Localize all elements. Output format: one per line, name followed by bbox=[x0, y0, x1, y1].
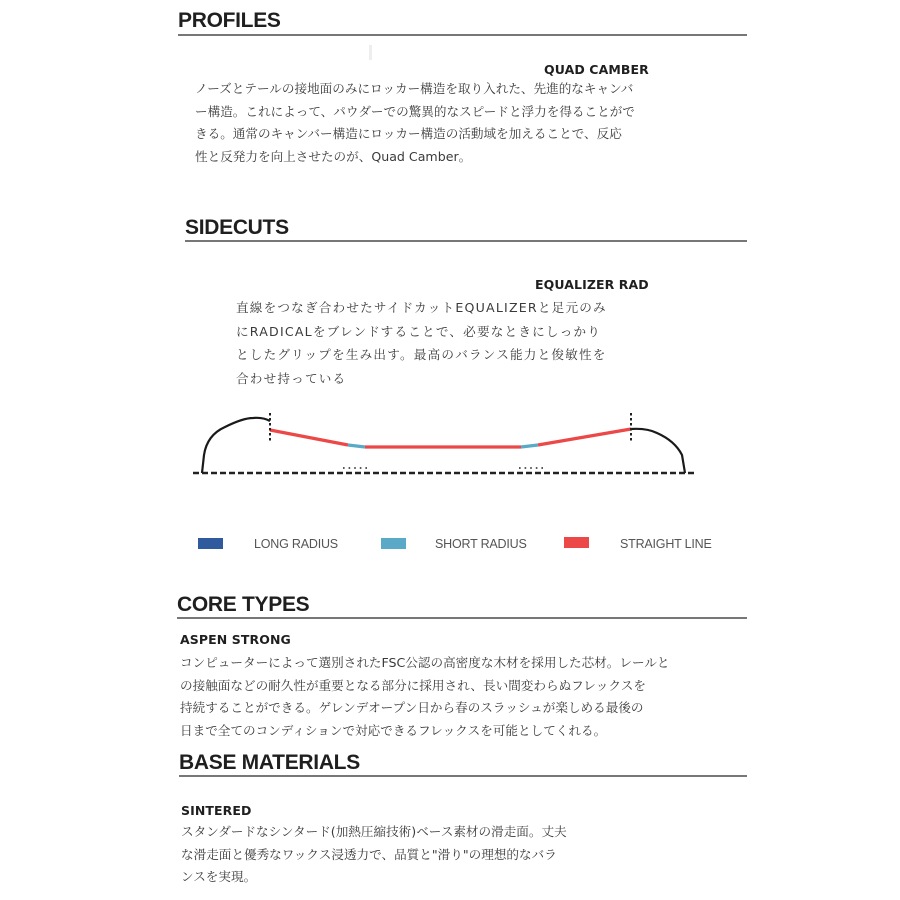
text-line: きる。通常のキャンバー構造にロッカー構造の活動域を加えることで、反応 bbox=[195, 126, 622, 141]
text-line: 合わせ持っている bbox=[236, 370, 347, 386]
legend-label-straight-line: STRAIGHT LINE bbox=[620, 537, 712, 551]
text-line: としたグリップを生み出す。最高のバランス能力と俊敏性を bbox=[236, 347, 607, 362]
legend-swatch-long-radius bbox=[198, 538, 223, 549]
section-title-sidecuts: SIDECUTS bbox=[185, 216, 289, 239]
nose-curve-right bbox=[631, 429, 685, 473]
segment-straight-line bbox=[270, 430, 348, 445]
text-line: 持続することができる。ゲレンデオープン日から春のスラッシュが楽しめる最後の bbox=[180, 700, 644, 715]
sidecut-diagram bbox=[185, 405, 715, 490]
legend-label-long-radius: LONG RADIUS bbox=[254, 537, 338, 551]
segment-short-radius bbox=[521, 445, 538, 447]
legend-swatch-straight-line bbox=[564, 537, 589, 548]
text-line: な滑走面と優秀なワックス浸透力で、品質と"滑り"の理想的なバラ bbox=[181, 846, 557, 862]
profile-name: QUAD CAMBER bbox=[544, 62, 649, 77]
nose-curve-left bbox=[202, 418, 270, 473]
text-line: にRADICALをブレンドすることで、必要なときにしっかり bbox=[236, 323, 602, 339]
base-description bbox=[181, 821, 567, 889]
sidecut-name: EQUALIZER RAD bbox=[535, 277, 649, 292]
text-line: コンピューターによって選別されたFSC公認の高密度な木材を採用した芯材。レールと bbox=[180, 655, 670, 670]
text-line: の接触面などの耐久性が重要となる部分に採用され、長い間変わらぬフレックスを bbox=[180, 677, 646, 693]
text-line: ー構造。これによって、パウダーでの驚異的なスピードと浮力を得ることがで bbox=[195, 103, 635, 119]
section-divider bbox=[179, 775, 747, 777]
profile-description bbox=[195, 78, 635, 168]
base-name: SINTERED bbox=[181, 803, 252, 818]
legend-label-short-radius: SHORT RADIUS bbox=[435, 537, 527, 551]
segment-short-radius bbox=[348, 445, 365, 447]
text-line: スタンダードなシンタード(加熱圧縮技術)ベース素材の滑走面。丈夫 bbox=[181, 824, 567, 839]
legend-swatch-short-radius bbox=[381, 538, 406, 549]
text-line: ンスを実現。 bbox=[181, 869, 257, 884]
section-title-base-materials: BASE MATERIALS bbox=[179, 751, 360, 774]
decorative-mark bbox=[369, 45, 372, 60]
core-name: ASPEN STRONG bbox=[180, 632, 291, 647]
section-title-core-types: CORE TYPES bbox=[177, 593, 310, 616]
section-divider bbox=[177, 617, 747, 619]
segment-straight-line bbox=[538, 429, 631, 445]
core-description bbox=[180, 652, 670, 742]
section-divider bbox=[178, 34, 747, 36]
sidecut-description bbox=[236, 296, 607, 390]
text-line: 日まで全てのコンディションで対応できるフレックスを可能としてくれる。 bbox=[180, 722, 607, 738]
text-line: ノーズとテールの接地面のみにロッカー構造を取り入れた、先進的なキャンバ bbox=[195, 81, 634, 96]
section-title-profiles: PROFILES bbox=[178, 9, 281, 32]
text-line: 直線をつなぎ合わせたサイドカットEQUALIZERと足元のみ bbox=[236, 300, 607, 315]
section-divider bbox=[185, 240, 747, 242]
text-line: 性と反発力を向上させたのが、Quad Camber。 bbox=[195, 148, 472, 164]
